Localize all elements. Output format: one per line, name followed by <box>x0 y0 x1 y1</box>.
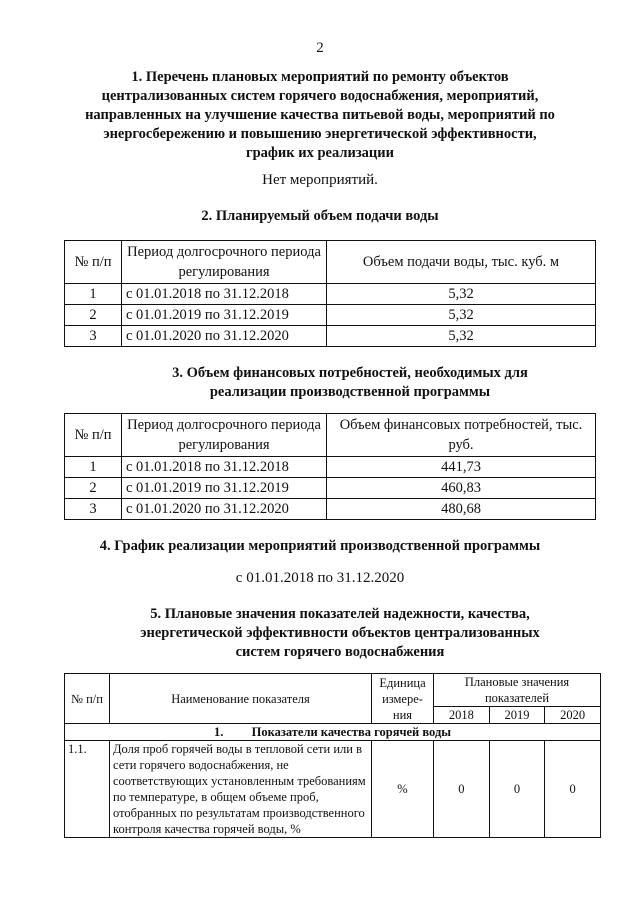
indicators-table <box>64 673 601 838</box>
row-value-2019: 0 <box>489 741 545 838</box>
supply-volume-table <box>64 240 596 347</box>
table-row <box>65 499 596 520</box>
row-value: 5,32 <box>327 284 596 305</box>
row-num: 2 <box>65 305 122 326</box>
row-period: с 01.01.2018 по 31.12.2018 <box>122 284 327 305</box>
header-num: № п/п <box>65 414 122 457</box>
table-row <box>65 326 596 347</box>
section4-period: с 01.01.2018 по 31.12.2020 <box>235 570 405 586</box>
table-row <box>65 284 596 305</box>
header-plan-values: Плановые значения показателей <box>434 674 601 707</box>
row-period: с 01.01.2020 по 31.12.2020 <box>122 499 327 520</box>
table-row <box>65 478 596 499</box>
row-value: 460,83 <box>327 478 596 499</box>
row-period: с 01.01.2018 по 31.12.2018 <box>122 457 327 478</box>
row-num: 3 <box>65 326 122 347</box>
row-period: с 01.01.2019 по 31.12.2019 <box>122 478 327 499</box>
row-num: 1.1. <box>65 741 110 838</box>
header-year-2019: 2019 <box>489 707 545 724</box>
row-name: Доля проб горячей воды в тепловой сети или в сети горячего водоснабжения, не соответствующих установленным требованиям по температуре, в общем объеме проб, отобранных по результатам производственного контроля качества горячей воды, % <box>110 741 372 838</box>
section1-text: Нет мероприятий. <box>262 172 378 188</box>
row-num: 1 <box>65 457 122 478</box>
row-num: 2 <box>65 478 122 499</box>
header-name: Наименование показателя <box>110 674 372 724</box>
table-row <box>65 741 601 838</box>
row-value-2020: 0 <box>545 741 601 838</box>
row-value: 5,32 <box>327 305 596 326</box>
section5-title: 5. Плановые значения показателей надежности, качества, энергетической эффективности объектов централизованных систем горячего водоснабжения <box>140 606 540 660</box>
section3-title: 3. Объем финансовых потребностей, необходимых для реализации производственной программы <box>172 365 528 400</box>
row-value: 480,68 <box>327 499 596 520</box>
section4-title: 4. График реализации мероприятий производственной программы <box>99 538 541 554</box>
header-num: № п/п <box>65 241 122 284</box>
header-num: № п/п <box>65 674 110 724</box>
header-year-2018: 2018 <box>434 707 490 724</box>
section2-title: 2. Планируемый объем подачи воды <box>201 208 439 224</box>
header-value: Объем финансовых потребностей, тыс. руб. <box>327 414 596 457</box>
section1-title: 1. Перечень плановых мероприятий по ремонту объектов централизованных систем горячего водоснабжения, мероприятий, направленных на улучшение качества питьевой воды, мероприятий по энергосбережению и повышению энергетической эффективности, график их реализации <box>85 69 555 161</box>
row-unit: % <box>372 741 434 838</box>
row-period: с 01.01.2019 по 31.12.2019 <box>122 305 327 326</box>
header-unit: Единица измере-ния <box>372 674 434 724</box>
page-number: 2 <box>316 40 324 56</box>
table-row <box>65 457 596 478</box>
header-period: Период долгосрочного периода регулирования <box>122 241 327 284</box>
row-num: 3 <box>65 499 122 520</box>
row-num: 1 <box>65 284 122 305</box>
row-value-2018: 0 <box>434 741 490 838</box>
row-value: 5,32 <box>327 326 596 347</box>
group-title: Показатели качества горячей воды <box>251 725 452 739</box>
group-row <box>65 724 601 741</box>
header-period: Период долгосрочного периода регулирования <box>122 414 327 457</box>
financial-needs-table <box>64 413 596 520</box>
header-value: Объем подачи воды, тыс. куб. м <box>327 241 596 284</box>
row-period: с 01.01.2020 по 31.12.2020 <box>122 326 327 347</box>
group-number: 1. <box>213 725 224 739</box>
header-year-2020: 2020 <box>545 707 601 724</box>
row-value: 441,73 <box>327 457 596 478</box>
table-row <box>65 305 596 326</box>
